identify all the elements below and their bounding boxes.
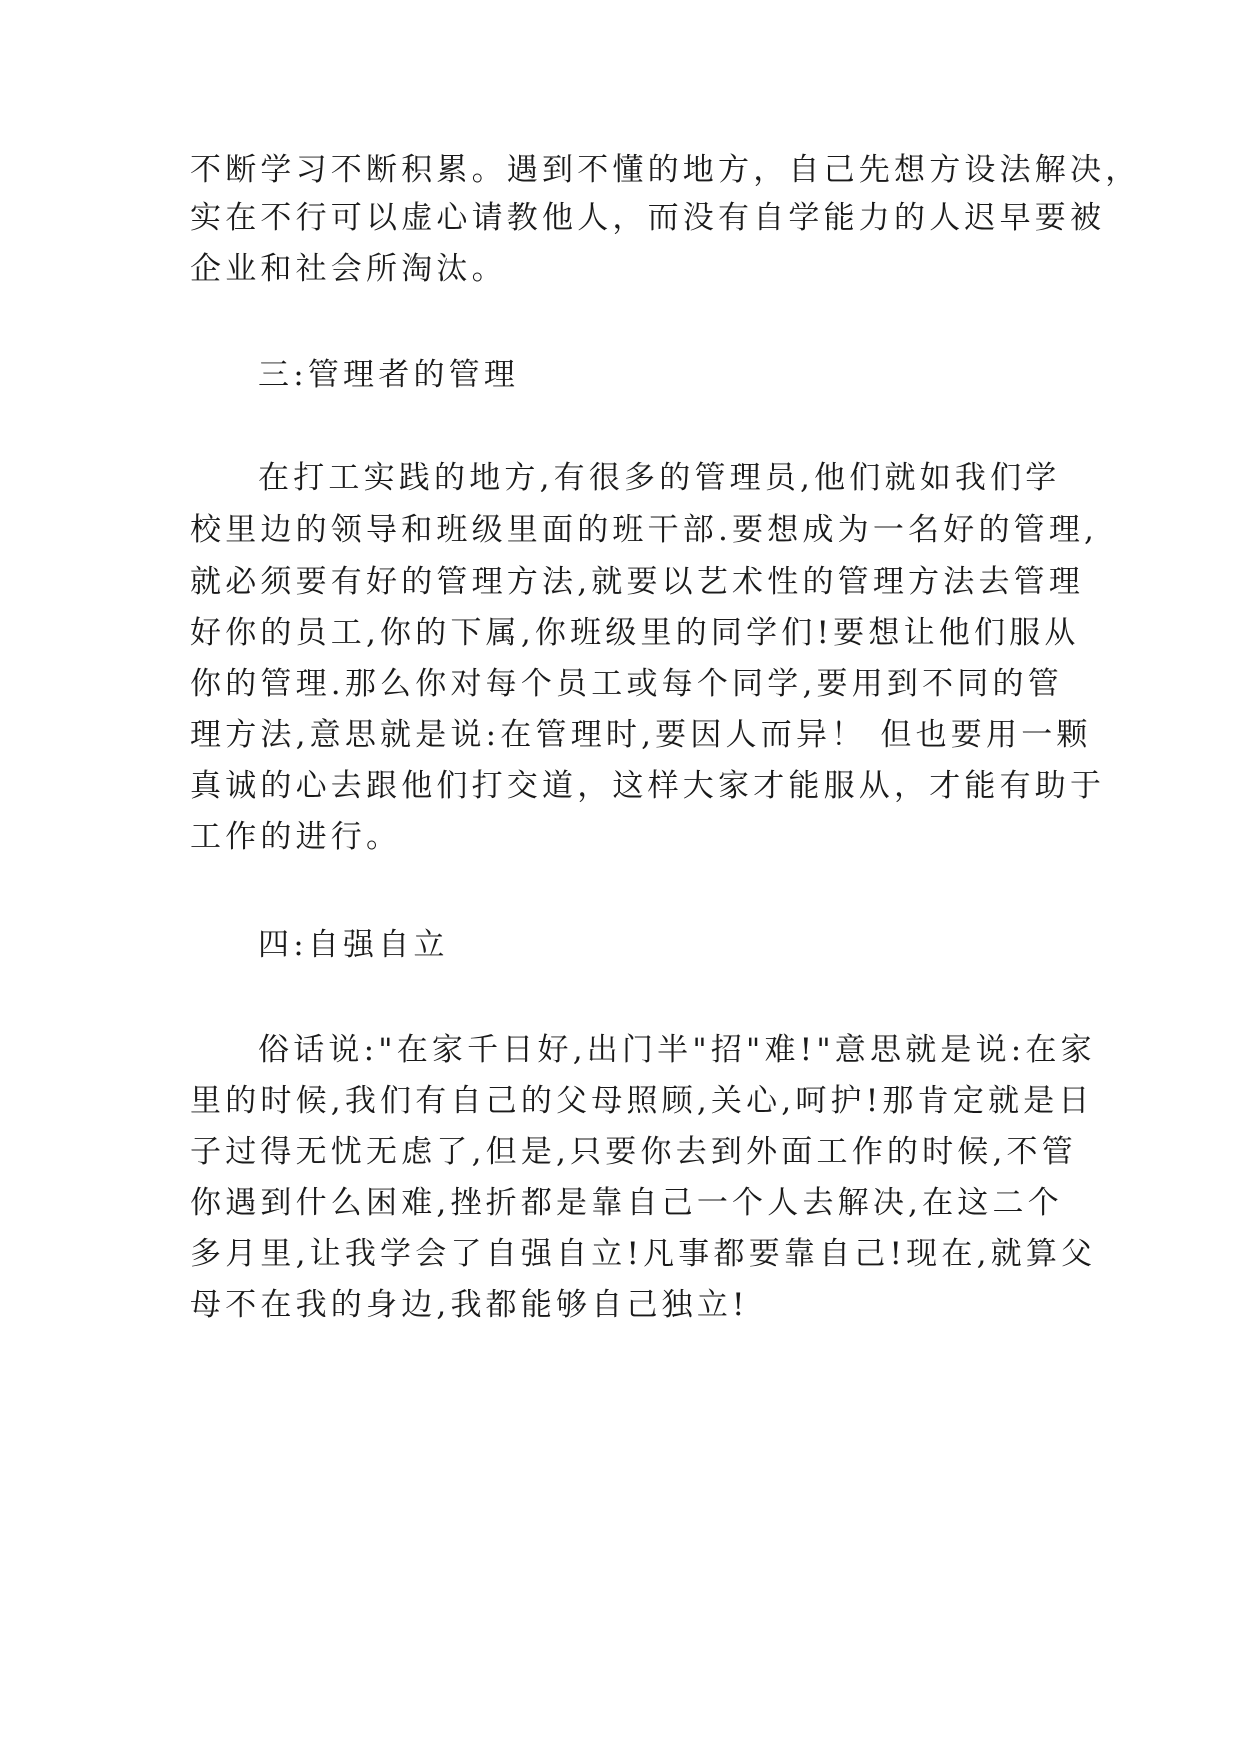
text-line: 实在不行可以虚心请教他人，而没有自学能力的人迟早要被 bbox=[190, 200, 1106, 236]
text-line: 不断学习不断积累。遇到不懂的地方，自己先想方设法解决， bbox=[190, 152, 1141, 188]
text-line: 好你的员工,你的下属,你班级里的同学们!要想让他们服从 bbox=[190, 615, 1080, 651]
text-line: 多月里,让我学会了自强自立!凡事都要靠自己!现在,就算父 bbox=[190, 1236, 1097, 1272]
section-heading-3: 三:管理者的管理 bbox=[258, 357, 520, 393]
text-line: 理方法,意思就是说:在管理时,要因人而异！ 但也要用一颗 bbox=[190, 717, 1092, 753]
text-line: 母不在我的身边,我都能够自己独立! bbox=[190, 1287, 749, 1323]
text-line: 你的管理.那么你对每个员工或每个同学,要用到不同的管 bbox=[190, 666, 1063, 702]
text-line: 企业和社会所淘汰。 bbox=[190, 251, 507, 287]
text-line: 真诚的心去跟他们打交道，这样大家才能服从，才能有助于 bbox=[190, 768, 1106, 804]
text-line: 里的时候,我们有自己的父母照顾,关心,呵护!那肯定就是日 bbox=[190, 1083, 1094, 1119]
text-line: 子过得无忧无虑了,但是,只要你去到外面工作的时候,不管 bbox=[190, 1134, 1077, 1170]
section-heading-4: 四:自强自立 bbox=[258, 927, 449, 963]
text-line: 俗话说:"在家千日好,出门半"招"难!"意思就是说:在家 bbox=[258, 1032, 1096, 1068]
text-line: 在打工实践的地方,有很多的管理员,他们就如我们学 bbox=[258, 460, 1061, 496]
text-line: 校里边的领导和班级里面的班干部.要想成为一名好的管理, bbox=[190, 512, 1099, 548]
text-line: 工作的进行。 bbox=[190, 819, 402, 855]
text-line: 你遇到什么困难,挫折都是靠自己一个人去解决,在这二个 bbox=[190, 1185, 1063, 1221]
text-line: 就必须要有好的管理方法,就要以艺术性的管理方法去管理 bbox=[190, 564, 1085, 600]
